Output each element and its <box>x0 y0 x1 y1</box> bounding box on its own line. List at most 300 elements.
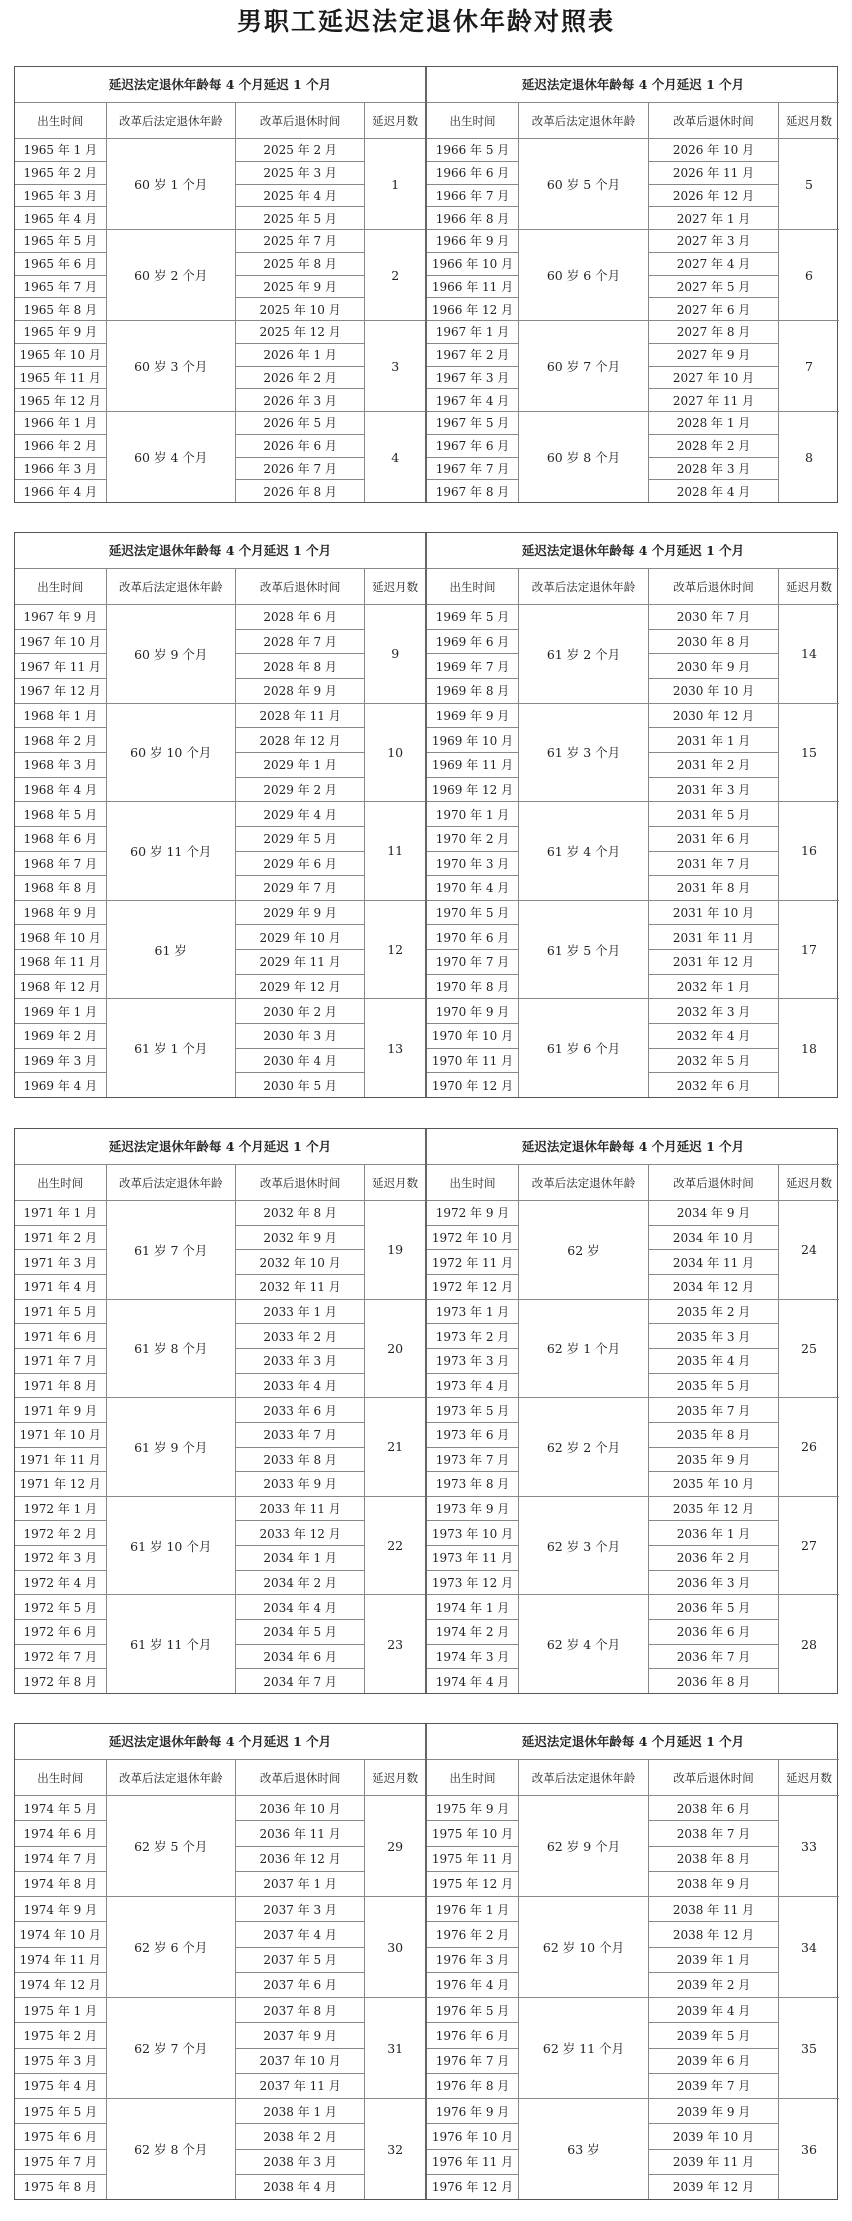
retirement-time-cell: 2027 年 9 月 <box>649 344 778 367</box>
retirement-age-cell: 60 岁 2 个月 <box>107 230 236 320</box>
table-row-group <box>427 1300 839 1399</box>
delay-months-cell: 4 <box>391 449 400 465</box>
retirement-time-cell: 2036 年 1 月 <box>649 1521 778 1546</box>
birth-time-column <box>427 1595 519 1693</box>
retirement-age-cell: 62 岁 7 个月 <box>107 1998 236 2098</box>
table-row-group <box>15 704 425 803</box>
retirement-time-cell: 2033 年 6 月 <box>236 1398 364 1423</box>
retirement-age-cell: 60 岁 9 个月 <box>107 605 236 703</box>
birth-time-column <box>15 704 107 802</box>
birth-time-cell: 1976 年 1 月 <box>427 1897 518 1922</box>
birth-time-cell: 1970 年 6 月 <box>427 925 518 950</box>
birth-time-cell: 1968 年 12 月 <box>19 980 101 995</box>
retirement-time-column <box>236 999 365 1097</box>
birth-time-column <box>427 1300 519 1398</box>
retirement-time-cell: 2033 年 7 月 <box>236 1423 364 1448</box>
birth-time-cell: 1971 年 9 月 <box>15 1398 106 1423</box>
retirement-time-cell: 2038 年 3 月 <box>236 2150 364 2175</box>
delay-months-cell: 6 <box>805 267 813 283</box>
column-header: 延迟月数 <box>372 1175 419 1190</box>
retirement-time-cell: 2030 年 4 月 <box>236 1049 364 1074</box>
retirement-time-column <box>236 1497 365 1595</box>
block-header: 延迟法定退休年龄每 4 个月延迟 1 个月 <box>15 1724 425 1760</box>
retirement-time-cell: 2030 年 3 月 <box>236 1024 364 1049</box>
birth-time-column <box>427 901 519 999</box>
retirement-time-column <box>236 1796 365 1896</box>
retirement-time-cell: 2037 年 10 月 <box>236 2049 364 2074</box>
birth-time-cell: 1971 年 4 月 <box>23 1280 98 1295</box>
retirement-time-cell: 2031 年 5 月 <box>649 802 778 827</box>
birth-time-cell: 1974 年 4 月 <box>435 1674 510 1689</box>
birth-time-cell: 1975 年 10 月 <box>427 1821 518 1846</box>
birth-time-cell: 1970 年 8 月 <box>435 980 510 995</box>
retirement-time-cell: 2036 年 10 月 <box>236 1796 364 1821</box>
retirement-time-column <box>236 1897 365 1997</box>
birth-time-cell: 1973 年 6 月 <box>427 1423 518 1448</box>
delay-months-cell: 1 <box>391 176 400 192</box>
table-right-half <box>427 533 839 1097</box>
retirement-time-cell: 2035 年 10 月 <box>672 1477 755 1492</box>
retirement-time-cell: 2029 年 2 月 <box>263 782 337 797</box>
column-header-row <box>427 569 839 605</box>
retirement-time-cell: 2029 年 1 月 <box>236 753 364 778</box>
birth-time-cell: 1975 年 3 月 <box>15 2049 106 2074</box>
retirement-time-cell: 2032 年 4 月 <box>649 1024 778 1049</box>
table-row-group <box>427 1897 839 1998</box>
retirement-time-cell: 2028 年 7 月 <box>236 630 364 655</box>
birth-time-cell: 1969 年 10 月 <box>427 728 518 753</box>
retirement-time-cell: 2029 年 4 月 <box>236 802 364 827</box>
birth-time-cell: 1970 年 9 月 <box>427 999 518 1024</box>
retirement-time-column <box>236 230 365 320</box>
retirement-time-column <box>236 1398 365 1496</box>
retirement-time-cell: 2034 年 6 月 <box>236 1645 364 1670</box>
birth-time-cell: 1974 年 9 月 <box>15 1897 106 1922</box>
retirement-time-cell: 2026 年 7 月 <box>236 458 364 481</box>
birth-time-column <box>15 1897 107 1997</box>
table-row-group <box>427 802 839 901</box>
delay-months-cell: 11 <box>387 843 404 859</box>
delay-months-cell: 25 <box>801 1340 817 1356</box>
retirement-time-cell: 2029 年 6 月 <box>236 852 364 877</box>
birth-time-cell: 1972 年 6 月 <box>15 1620 106 1645</box>
retirement-time-cell: 2030 年 2 月 <box>236 999 364 1024</box>
birth-time-cell: 1969 年 11 月 <box>427 753 518 778</box>
retirement-time-column <box>236 802 365 900</box>
retirement-age-cell: 60 岁 11 个月 <box>107 802 236 900</box>
table-right-half <box>427 1724 839 2199</box>
birth-time-cell: 1965 年 7 月 <box>15 276 106 299</box>
table-row-group <box>427 230 839 321</box>
column-header: 延迟月数 <box>372 113 419 128</box>
retirement-time-column <box>649 999 779 1097</box>
birth-time-cell: 1976 年 4 月 <box>435 1978 510 1993</box>
retirement-age-cell: 61 岁 5 个月 <box>519 901 649 999</box>
retirement-age-cell: 62 岁 11 个月 <box>519 1998 649 2098</box>
birth-time-cell: 1968 年 9 月 <box>15 901 106 926</box>
retirement-time-cell: 2031 年 2 月 <box>649 753 778 778</box>
birth-time-cell: 1966 年 8 月 <box>435 211 510 226</box>
birth-time-cell: 1965 年 10 月 <box>15 344 106 367</box>
birth-time-cell: 1975 年 2 月 <box>15 2023 106 2048</box>
birth-time-cell: 1965 年 8 月 <box>23 302 98 317</box>
delay-months-cell: 20 <box>387 1340 404 1356</box>
birth-time-column <box>15 1300 107 1398</box>
birth-time-cell: 1974 年 8 月 <box>23 1877 98 1892</box>
table-row-group <box>427 1398 839 1497</box>
column-header: 改革后法定退休年龄 <box>107 103 236 138</box>
retirement-time-cell: 2031 年 1 月 <box>649 728 778 753</box>
birth-time-column <box>15 321 107 411</box>
birth-time-cell: 1972 年 1 月 <box>15 1497 106 1522</box>
birth-time-cell: 1967 年 9 月 <box>15 605 106 630</box>
retirement-time-cell: 2039 年 7 月 <box>676 2079 751 2094</box>
birth-time-cell: 1966 年 2 月 <box>15 435 106 458</box>
birth-time-column <box>427 321 519 411</box>
retirement-time-column <box>649 1897 779 1997</box>
delay-months-cell: 8 <box>805 449 813 465</box>
retirement-age-cell: 60 岁 4 个月 <box>107 412 236 502</box>
birth-time-column <box>427 1398 519 1496</box>
retirement-time-cell: 2026 年 6 月 <box>236 435 364 458</box>
birth-time-cell: 1976 年 6 月 <box>427 2023 518 2048</box>
birth-time-cell: 1972 年 3 月 <box>15 1546 106 1571</box>
column-header: 延迟月数 <box>786 113 832 128</box>
birth-time-cell: 1969 年 8 月 <box>435 684 510 699</box>
retirement-time-cell: 2028 年 11 月 <box>236 704 364 729</box>
birth-time-cell: 1970 年 7 月 <box>427 950 518 975</box>
retirement-time-cell: 2026 年 12 月 <box>649 185 778 208</box>
retirement-time-cell: 2026 年 1 月 <box>236 344 364 367</box>
birth-time-cell: 1973 年 1 月 <box>427 1300 518 1325</box>
birth-time-cell: 1967 年 1 月 <box>427 321 518 344</box>
birth-time-cell: 1970 年 1 月 <box>427 802 518 827</box>
retirement-time-cell: 2034 年 12 月 <box>672 1280 755 1295</box>
retirement-time-cell: 2037 年 8 月 <box>236 1998 364 2023</box>
birth-time-cell: 1965 年 11 月 <box>15 367 106 390</box>
retirement-age-cell: 60 岁 10 个月 <box>107 704 236 802</box>
birth-time-cell: 1975 年 6 月 <box>15 2124 106 2149</box>
birth-time-column <box>15 901 107 999</box>
retirement-time-cell: 2034 年 1 月 <box>236 1546 364 1571</box>
retirement-time-cell: 2031 年 12 月 <box>649 950 778 975</box>
column-header: 改革后法定退休年龄 <box>107 569 236 604</box>
birth-time-column <box>15 1998 107 2098</box>
retirement-time-cell: 2032 年 6 月 <box>676 1078 751 1093</box>
table-row-group <box>15 139 425 230</box>
column-header-row <box>427 103 839 139</box>
birth-time-column <box>427 605 519 703</box>
retirement-time-cell: 2033 年 2 月 <box>236 1324 364 1349</box>
block-header: 延迟法定退休年龄每 4 个月延迟 1 个月 <box>427 1129 839 1165</box>
page-title: 男职工延迟法定退休年龄对照表 <box>236 7 615 36</box>
retirement-time-cell: 2025 年 3 月 <box>236 162 364 185</box>
birth-time-cell: 1971 年 8 月 <box>23 1378 98 1393</box>
retirement-time-cell: 2029 年 12 月 <box>259 980 341 995</box>
retirement-time-cell: 2030 年 12 月 <box>649 704 778 729</box>
birth-time-cell: 1974 年 6 月 <box>15 1821 106 1846</box>
table-row-group <box>15 1897 425 1998</box>
table-body <box>427 1201 839 1693</box>
retirement-time-cell: 2036 年 8 月 <box>676 1674 751 1689</box>
table-row-group <box>427 412 839 502</box>
birth-time-column <box>15 1398 107 1496</box>
table-row-group <box>15 901 425 1000</box>
retirement-time-column <box>649 2099 779 2199</box>
retirement-age-cell: 61 岁 4 个月 <box>519 802 649 900</box>
retirement-age-cell: 63 岁 <box>519 2099 649 2199</box>
table-block <box>14 532 838 1098</box>
table-row-group <box>15 1398 425 1497</box>
delay-months-cell: 22 <box>387 1538 404 1554</box>
retirement-time-cell: 2033 年 11 月 <box>236 1497 364 1522</box>
birth-time-cell: 1975 年 5 月 <box>15 2099 106 2124</box>
birth-time-cell: 1974 年 7 月 <box>15 1847 106 1872</box>
retirement-time-column <box>649 1796 779 1896</box>
birth-time-cell: 1973 年 2 月 <box>427 1324 518 1349</box>
birth-time-cell: 1974 年 3 月 <box>427 1645 518 1670</box>
retirement-time-column <box>649 230 779 320</box>
retirement-age-cell: 60 岁 1 个月 <box>107 139 236 229</box>
retirement-age-cell: 61 岁 8 个月 <box>107 1300 236 1398</box>
birth-time-column <box>427 412 519 502</box>
retirement-time-cell: 2039 年 5 月 <box>649 2023 778 2048</box>
table-right-half <box>427 67 839 502</box>
retirement-time-cell: 2034 年 9 月 <box>649 1201 778 1226</box>
retirement-time-cell: 2025 年 12 月 <box>236 321 364 344</box>
retirement-time-cell: 2032 年 3 月 <box>649 999 778 1024</box>
retirement-time-cell: 2028 年 2 月 <box>649 435 778 458</box>
table-row-group <box>427 704 839 803</box>
birth-time-cell: 1970 年 4 月 <box>435 881 510 896</box>
birth-time-cell: 1967 年 8 月 <box>435 484 510 499</box>
column-header-row <box>15 1760 425 1796</box>
retirement-time-column <box>236 412 365 502</box>
column-header: 出生时间 <box>15 1165 107 1200</box>
retirement-time-cell: 2025 年 7 月 <box>236 230 364 253</box>
table-body <box>427 139 839 502</box>
retirement-time-column <box>236 1300 365 1398</box>
delay-months-cell: 13 <box>387 1040 404 1056</box>
birth-time-cell: 1966 年 3 月 <box>15 458 106 481</box>
birth-time-cell: 1970 年 11 月 <box>427 1049 518 1074</box>
column-header: 改革后法定退休年龄 <box>519 1760 649 1795</box>
retirement-time-column <box>649 1201 779 1299</box>
birth-time-cell: 1965 年 12 月 <box>19 393 101 408</box>
delay-months-cell: 34 <box>801 1939 817 1955</box>
birth-time-column <box>427 139 519 229</box>
retirement-time-cell: 2030 年 10 月 <box>672 684 755 699</box>
column-header: 改革后退休时间 <box>236 1165 365 1200</box>
retirement-time-cell: 2033 年 3 月 <box>236 1349 364 1374</box>
retirement-time-cell: 2029 年 9 月 <box>236 901 364 926</box>
table-block <box>14 1723 838 2200</box>
retirement-time-cell: 2039 年 10 月 <box>649 2124 778 2149</box>
retirement-time-cell: 2039 年 1 月 <box>649 1948 778 1973</box>
retirement-time-cell: 2039 年 4 月 <box>649 1998 778 2023</box>
birth-time-column <box>427 704 519 802</box>
birth-time-cell: 1976 年 12 月 <box>431 2180 514 2195</box>
retirement-time-cell: 2030 年 9 月 <box>649 654 778 679</box>
birth-time-cell: 1974 年 1 月 <box>427 1595 518 1620</box>
retirement-time-cell: 2035 年 2 月 <box>649 1300 778 1325</box>
birth-time-cell: 1966 年 7 月 <box>427 185 518 208</box>
table-row-group <box>15 999 425 1097</box>
table-left-half <box>15 67 427 502</box>
birth-time-cell: 1965 年 5 月 <box>15 230 106 253</box>
column-header-row <box>427 1165 839 1201</box>
column-header: 改革后法定退休年龄 <box>107 1165 236 1200</box>
retirement-time-cell: 2038 年 4 月 <box>263 2180 337 2195</box>
retirement-time-cell: 2034 年 10 月 <box>649 1226 778 1251</box>
retirement-time-column <box>236 901 365 999</box>
retirement-time-cell: 2026 年 2 月 <box>236 367 364 390</box>
birth-time-cell: 1966 年 10 月 <box>427 253 518 276</box>
birth-time-cell: 1972 年 11 月 <box>427 1250 518 1275</box>
column-header: 出生时间 <box>15 1760 107 1795</box>
retirement-time-cell: 2025 年 4 月 <box>236 185 364 208</box>
column-header: 改革后法定退休年龄 <box>107 1760 236 1795</box>
column-header: 出生时间 <box>15 569 107 604</box>
retirement-time-cell: 2031 年 6 月 <box>649 827 778 852</box>
birth-time-cell: 1965 年 9 月 <box>15 321 106 344</box>
column-header: 延迟月数 <box>786 579 832 594</box>
retirement-time-cell: 2027 年 3 月 <box>649 230 778 253</box>
retirement-time-cell: 2027 年 5 月 <box>649 276 778 299</box>
retirement-age-cell: 60 岁 3 个月 <box>107 321 236 411</box>
birth-time-cell: 1967 年 4 月 <box>435 393 510 408</box>
birth-time-cell: 1972 年 10 月 <box>427 1226 518 1251</box>
retirement-age-cell: 62 岁 3 个月 <box>519 1497 649 1595</box>
birth-time-cell: 1968 年 6 月 <box>15 827 106 852</box>
birth-time-cell: 1968 年 4 月 <box>23 782 98 797</box>
retirement-time-cell: 2031 年 8 月 <box>676 881 751 896</box>
retirement-time-column <box>236 321 365 411</box>
birth-time-cell: 1973 年 3 月 <box>427 1349 518 1374</box>
column-header: 出生时间 <box>427 569 519 604</box>
column-header: 改革后法定退休年龄 <box>519 569 649 604</box>
birth-time-cell: 1967 年 7 月 <box>427 458 518 481</box>
birth-time-cell: 1976 年 2 月 <box>427 1922 518 1947</box>
retirement-time-column <box>236 704 365 802</box>
retirement-time-cell: 2034 年 5 月 <box>236 1620 364 1645</box>
table-body <box>15 1201 425 1693</box>
retirement-time-cell: 2037 年 4 月 <box>236 1922 364 1947</box>
retirement-time-cell: 2039 年 11 月 <box>649 2150 778 2175</box>
retirement-time-cell: 2038 年 6 月 <box>649 1796 778 1821</box>
birth-time-cell: 1967 年 11 月 <box>15 654 106 679</box>
column-header: 改革后退休时间 <box>236 103 365 138</box>
birth-time-cell: 1973 年 7 月 <box>427 1448 518 1473</box>
table-left-half <box>15 1129 427 1693</box>
retirement-time-cell: 2031 年 11 月 <box>649 925 778 950</box>
birth-time-cell: 1966 年 5 月 <box>427 139 518 162</box>
delay-months-cell: 17 <box>801 942 817 958</box>
birth-time-cell: 1976 年 8 月 <box>435 2079 510 2094</box>
birth-time-cell: 1972 年 7 月 <box>15 1645 106 1670</box>
retirement-time-cell: 2032 年 8 月 <box>236 1201 364 1226</box>
retirement-time-cell: 2037 年 1 月 <box>263 1877 337 1892</box>
retirement-time-column <box>649 901 779 999</box>
table-row-group <box>15 321 425 412</box>
delay-months-cell: 26 <box>801 1439 817 1455</box>
delay-months-cell: 24 <box>801 1242 817 1258</box>
birth-time-cell: 1965 年 1 月 <box>15 139 106 162</box>
retirement-time-cell: 2038 年 9 月 <box>676 1877 751 1892</box>
delay-months-cell: 12 <box>387 942 404 958</box>
retirement-time-cell: 2029 年 7 月 <box>263 881 337 896</box>
retirement-age-cell: 62 岁 1 个月 <box>519 1300 649 1398</box>
delay-months-cell: 16 <box>801 843 817 859</box>
table-row-group <box>15 412 425 502</box>
retirement-time-cell: 2036 年 3 月 <box>676 1576 751 1591</box>
retirement-age-cell: 61 岁 10 个月 <box>107 1497 236 1595</box>
retirement-time-cell: 2034 年 11 月 <box>649 1250 778 1275</box>
retirement-time-cell: 2028 年 12 月 <box>236 728 364 753</box>
birth-time-cell: 1970 年 5 月 <box>427 901 518 926</box>
table-row-group <box>427 1497 839 1596</box>
retirement-time-cell: 2035 年 8 月 <box>649 1423 778 1448</box>
table-row-group <box>15 1300 425 1399</box>
delay-months-cell: 27 <box>801 1538 817 1554</box>
birth-time-cell: 1969 年 3 月 <box>15 1049 106 1074</box>
column-header: 出生时间 <box>427 1760 519 1795</box>
birth-time-cell: 1970 年 10 月 <box>427 1024 518 1049</box>
birth-time-cell: 1972 年 8 月 <box>23 1674 98 1689</box>
table-row-group <box>15 230 425 321</box>
retirement-time-cell: 2027 年 11 月 <box>672 393 755 408</box>
birth-time-cell: 1966 年 6 月 <box>427 162 518 185</box>
delay-months-cell: 23 <box>387 1636 404 1652</box>
birth-time-cell: 1967 年 5 月 <box>427 412 518 435</box>
table-body <box>15 605 425 1097</box>
birth-time-cell: 1971 年 7 月 <box>15 1349 106 1374</box>
retirement-age-cell: 60 岁 6 个月 <box>519 230 649 320</box>
birth-time-cell: 1973 年 10 月 <box>427 1521 518 1546</box>
column-header: 出生时间 <box>427 103 519 138</box>
retirement-time-cell: 2036 年 2 月 <box>649 1546 778 1571</box>
table-row-group <box>427 1998 839 2099</box>
retirement-age-cell: 61 岁 9 个月 <box>107 1398 236 1496</box>
block-header: 延迟法定退休年龄每 4 个月延迟 1 个月 <box>15 67 425 103</box>
retirement-time-cell: 2033 年 8 月 <box>236 1448 364 1473</box>
retirement-age-cell: 62 岁 <box>519 1201 649 1299</box>
table-row-group <box>427 1201 839 1300</box>
retirement-time-cell: 2032 年 11 月 <box>259 1280 341 1295</box>
birth-time-cell: 1976 年 3 月 <box>427 1948 518 1973</box>
table-row-group <box>427 139 839 230</box>
retirement-time-cell: 2025 年 2 月 <box>236 139 364 162</box>
birth-time-cell: 1975 年 9 月 <box>427 1796 518 1821</box>
retirement-time-cell: 2036 年 11 月 <box>236 1821 364 1846</box>
birth-time-cell: 1969 年 1 月 <box>15 999 106 1024</box>
retirement-time-cell: 2025 年 5 月 <box>263 211 337 226</box>
column-header-row <box>15 103 425 139</box>
birth-time-cell: 1967 年 3 月 <box>427 367 518 390</box>
retirement-time-cell: 2038 年 11 月 <box>649 1897 778 1922</box>
birth-time-cell: 1973 年 11 月 <box>427 1546 518 1571</box>
retirement-time-cell: 2026 年 5 月 <box>236 412 364 435</box>
birth-time-cell: 1965 年 2 月 <box>15 162 106 185</box>
table-row-group <box>427 1595 839 1693</box>
birth-time-column <box>427 802 519 900</box>
birth-time-cell: 1968 年 1 月 <box>15 704 106 729</box>
birth-time-column <box>15 1796 107 1896</box>
block-header: 延迟法定退休年龄每 4 个月延迟 1 个月 <box>15 1129 425 1165</box>
table-row-group <box>15 2099 425 2199</box>
birth-time-cell: 1971 年 6 月 <box>15 1324 106 1349</box>
retirement-time-cell: 2028 年 4 月 <box>676 484 751 499</box>
